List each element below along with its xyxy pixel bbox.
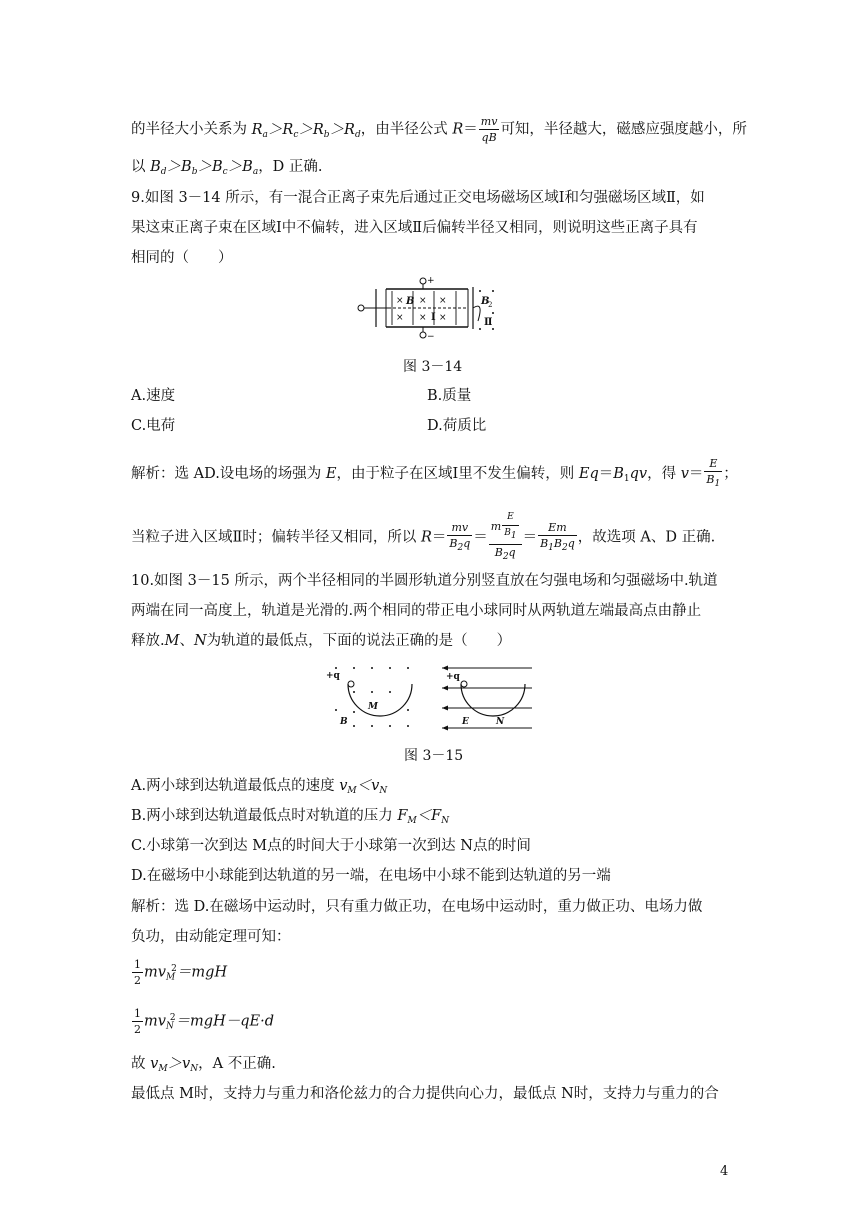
option-10-b: B.两小球到达轨道最低点时对轨道的压力 $F_M<F_N$ bbox=[131, 808, 450, 826]
svg-text:M: M bbox=[368, 702, 378, 712]
answer-10-line-2: 负功，由动能定理可知： bbox=[131, 929, 291, 945]
text-line-1: 的半径大小关系为 $R_a>R_c>R_b>R_d$，由半径公式 R＝ $\frac{mv}{qB}$ 可知，半径越大，磁感应强度越小，所 bbox=[131, 115, 747, 144]
option-10-d: D.在磁场中小球能到达轨道的另一端，在电场中小球不能到达轨道的另一端 bbox=[131, 868, 611, 884]
svg-text:×: × bbox=[419, 313, 427, 323]
question-10-line-1: 10.如图 3－15 所示，两个半径相同的半圆形轨道分别竖直放在匀强电场和匀强磁场中.轨道 bbox=[131, 573, 718, 589]
option-9-a: A.速度 bbox=[131, 388, 176, 404]
svg-text:×: × bbox=[439, 296, 447, 306]
svg-text:×: × bbox=[439, 313, 447, 323]
radius-formula-fraction: $\frac{mv}{qB}$ bbox=[480, 115, 498, 144]
svg-text:+: + bbox=[427, 276, 435, 286]
option-9-c: C.电荷 bbox=[131, 418, 176, 434]
answer-10-line-3: 故 $v_M>v_N$，A 不正确. bbox=[131, 1056, 276, 1074]
option-9-b: B.质量 bbox=[427, 388, 472, 404]
figure-3-15 bbox=[324, 662, 534, 734]
question-9-line-2: 果这束正离子束在区域Ⅰ中不偏转，进入区域Ⅱ后偏转半径又相同，则说明这些正离子具有 bbox=[131, 220, 698, 236]
svg-text:Ⅱ: Ⅱ bbox=[484, 317, 493, 328]
svg-text:×: × bbox=[396, 296, 404, 306]
svg-text:B: B bbox=[481, 296, 490, 307]
option-10-c: C.小球第一次到达 M点的时间大于小球第一次到达 N点的时间 bbox=[131, 838, 531, 854]
page-number: 4 bbox=[720, 1164, 729, 1179]
question-10-line-3: 释放.M、N为轨道的最低点，下面的说法正确的是（ ） bbox=[131, 633, 512, 649]
text-line-2: 以 $B_d>B_b>B_c>B_a$，D 正确. bbox=[131, 159, 323, 177]
svg-text:N: N bbox=[496, 717, 505, 727]
svg-text:I: I bbox=[431, 312, 436, 323]
svg-text:B: B bbox=[340, 717, 348, 727]
question-9-line-3: 相同的（ ） bbox=[131, 250, 233, 266]
answer-9-line-2: 当粒子进入区域Ⅱ时；偏转半径又相同，所以 R＝ $\frac{mv}{B_2q}$ ＝ m $\frac{E}{B1}$ $B_2q$ ＝ $\frac{Em}{B_1B_2q}$ ，故选项 A、D 正确. bbox=[131, 512, 716, 562]
option-9-d: D.荷质比 bbox=[427, 418, 487, 434]
answer-10-line-1: 解析：选 D.在磁场中运动时，只有重力做正功，在电场中运动时，重力做正功、电场力做 bbox=[131, 899, 703, 915]
svg-text:−: − bbox=[427, 332, 435, 342]
svg-text:+q: +q bbox=[326, 671, 340, 681]
question-9-line-1: 9.如图 3－14 所示，有一混合正离子束先后通过正交电场磁场区域Ⅰ和匀强磁场区域Ⅱ，如 bbox=[131, 190, 705, 206]
option-10-a: A.两小球到达轨道最低点的速度 $v_M<v_N$ bbox=[131, 778, 388, 796]
figure-3-15-caption: 图 3－15 bbox=[404, 748, 464, 764]
svg-text:B: B bbox=[406, 296, 415, 307]
figure-3-14 bbox=[356, 275, 531, 343]
answer-9-line-1: 解析：选 AD.设电场的场强为 E，由于粒子在区域Ⅰ里不发生偏转，则 $Eq=B_1qv$，得 v＝ $\frac{E}{B_1}$ ； bbox=[131, 457, 738, 489]
svg-text:+q: +q bbox=[446, 672, 460, 682]
figure-3-14-caption: 图 3－14 bbox=[403, 359, 463, 375]
answer-10-line-4: 最低点 M时，支持力与重力和洛伦兹力的合力提供向心力，最低点 N时，支持力与重力的合 bbox=[131, 1086, 719, 1102]
svg-text:×: × bbox=[396, 313, 404, 323]
equation-1: $\frac{1}{2}$ $mv_M^2=mgH$ bbox=[134, 958, 228, 987]
svg-text:×: × bbox=[419, 296, 427, 306]
equation-2: $\frac{1}{2}$ $mv_N^2=mgH-qE\cdot d$ bbox=[134, 1007, 274, 1036]
svg-text:2: 2 bbox=[488, 301, 493, 309]
svg-text:E: E bbox=[462, 717, 469, 727]
question-10-line-2: 两端在同一高度上，轨道是光滑的.两个相同的带正电小球同时从两轨道左端最高点由静止 bbox=[131, 603, 702, 619]
